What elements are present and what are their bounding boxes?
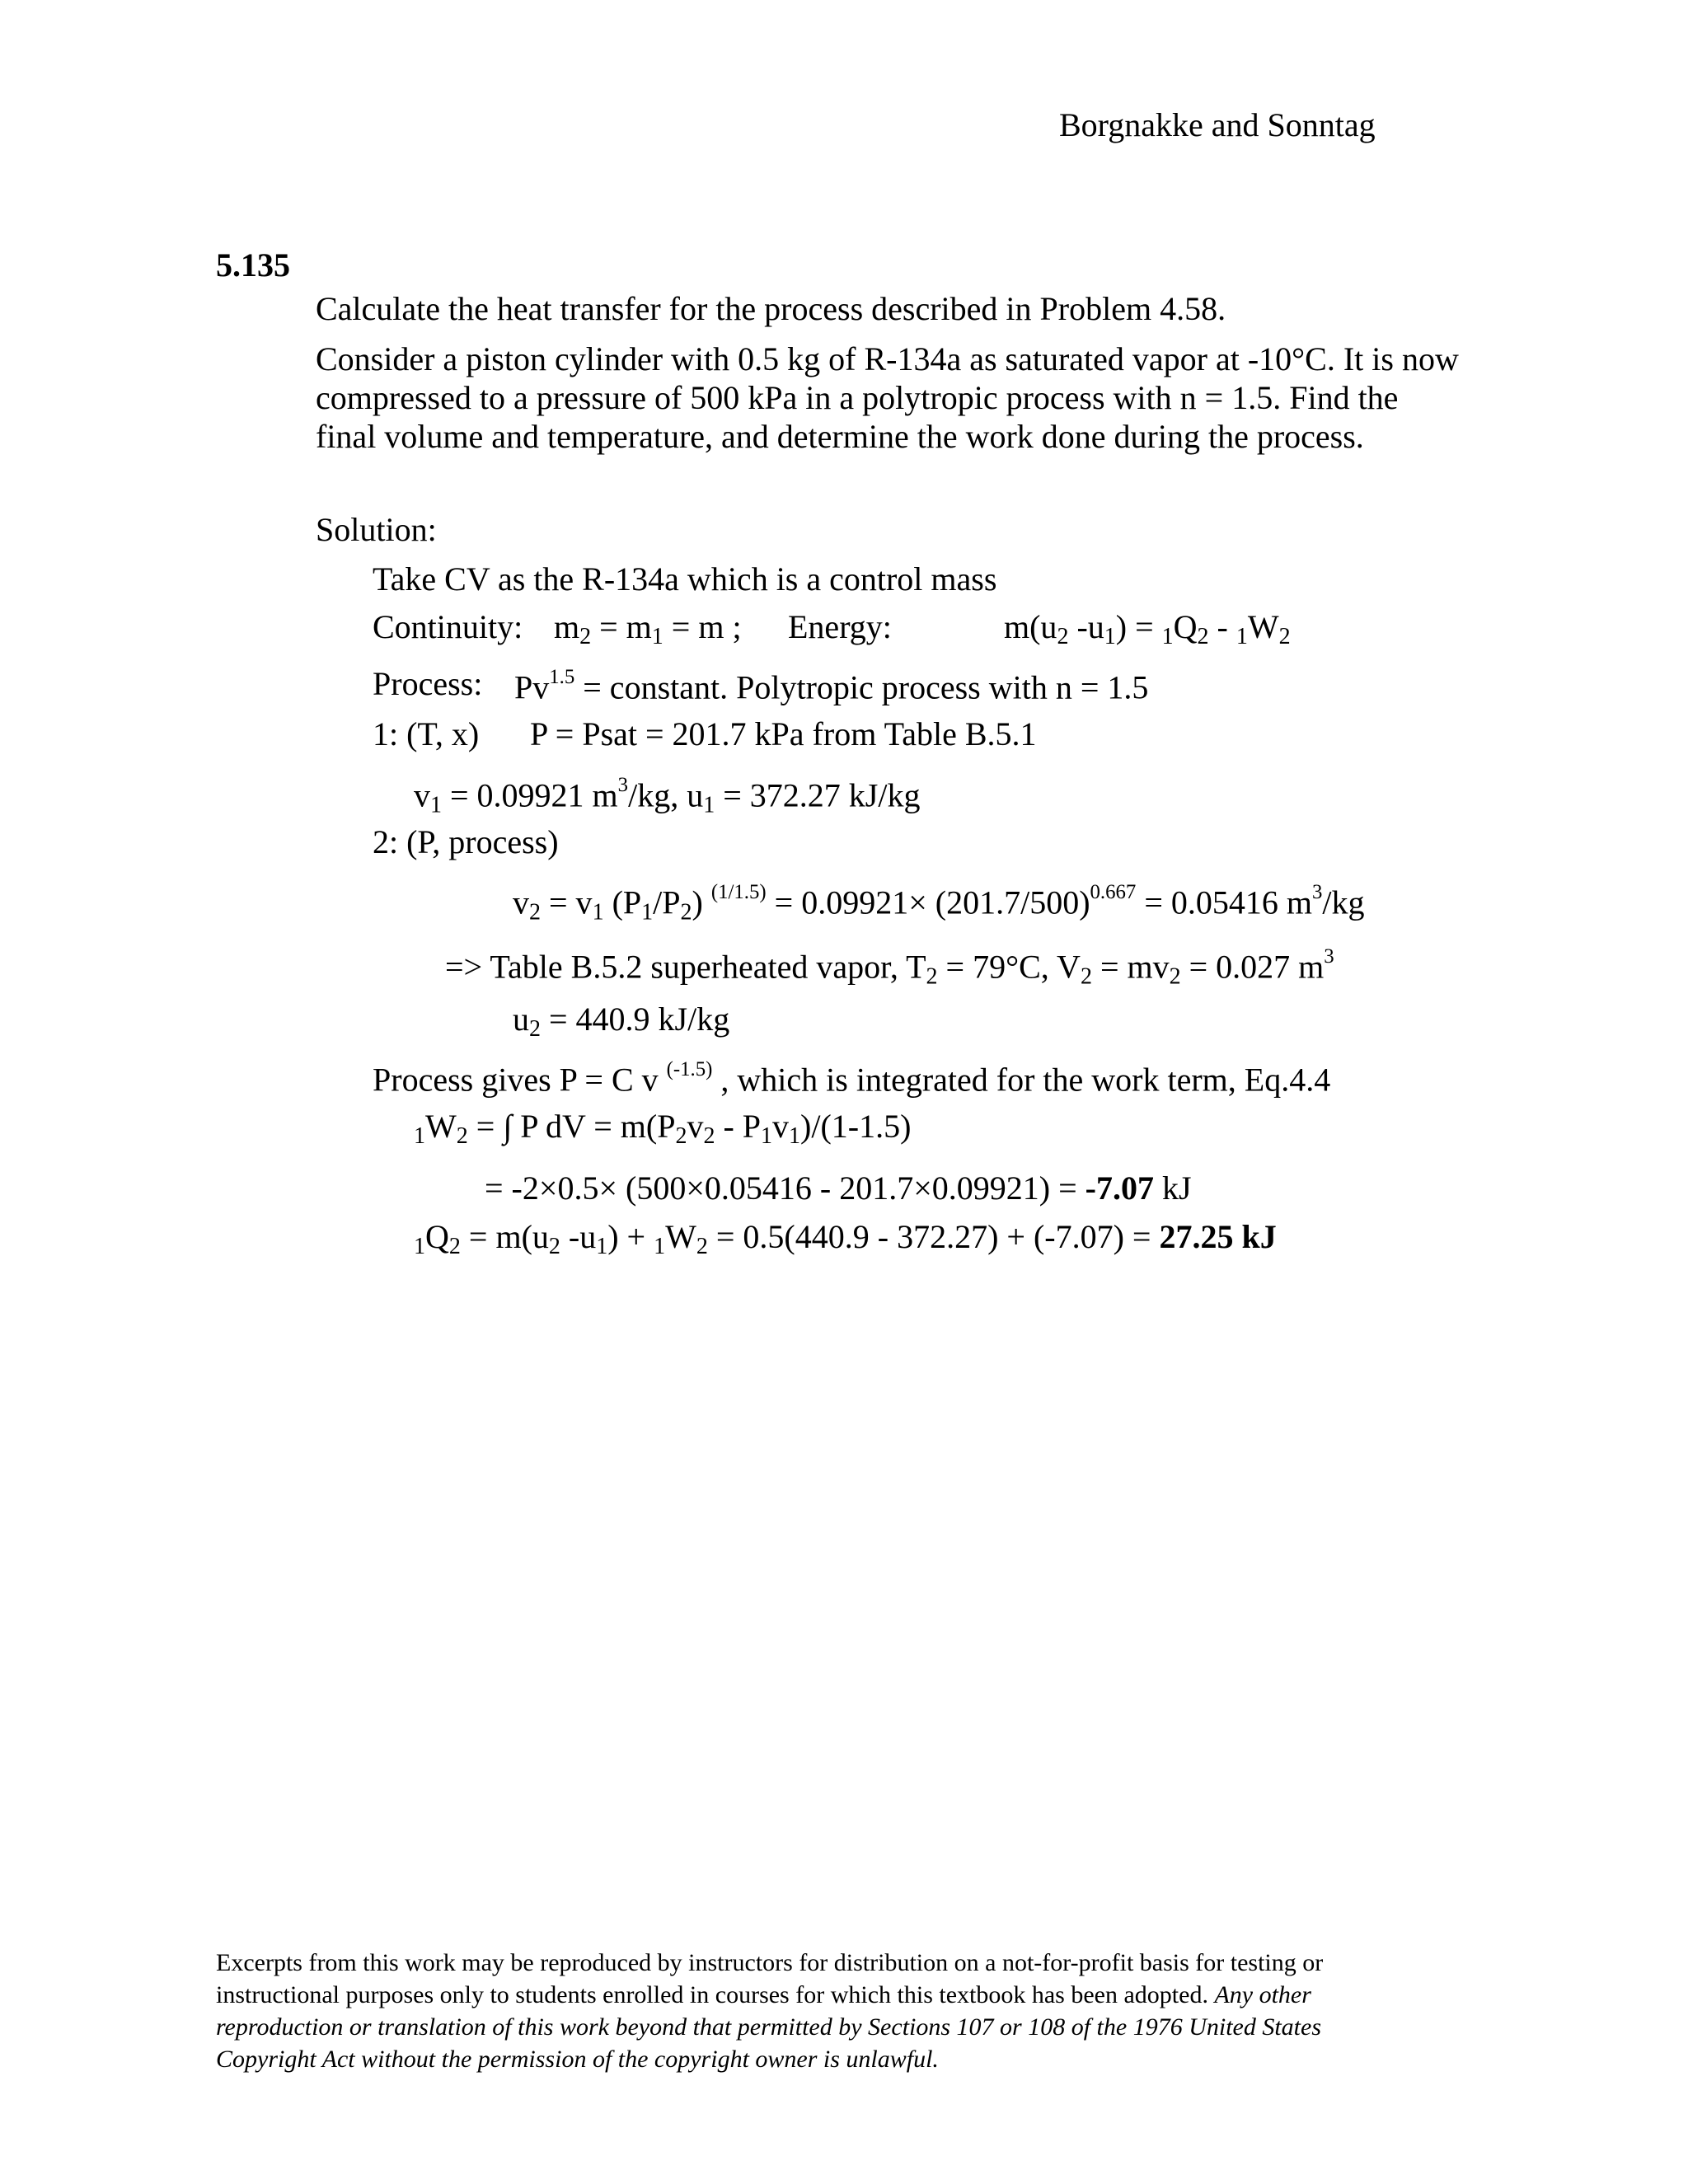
problem-number: 5.135 xyxy=(216,246,290,284)
continuity-label: Continuity: xyxy=(373,608,523,645)
problem-statement-2-line-2: compressed to a pressure of 500 kPa in a polytropic process with n = 1.5. Find the xyxy=(316,379,1399,416)
energy-equation: $m(u_2$ $-u_1) = _1Q_2 - _1W_2$ xyxy=(1004,608,1291,649)
v2-equation: $v_2 = v_1$ $(P_1/P_2) ^{(1/1.5)} = 0.09921\times (201.7/500)^{0.667} = 0.05416$ $m^3/kg$ xyxy=(513,881,1365,926)
table-lookup-equation: => Table B.5.2 superheated vapor, $T_2 = 79^\circ C$, $V_2 = mv_2 = 0.027$ $m^3$ xyxy=(445,945,1334,990)
energy-label: Energy: xyxy=(788,608,892,645)
problem-statement-2-line-1: Consider a piston cylinder with 0.5 kg of R-134a as saturated vapor at -10°C. It is now xyxy=(316,340,1459,377)
u2-equation: $u_2 = 440.9$ kJ/kg xyxy=(513,1001,730,1042)
state-1-properties: $v_1 = 0.09921$ $m^3/kg$, $u_1 = 372.27$ kJ/kg xyxy=(414,774,921,818)
continuity-equation: $m_2 = m_1 = m$ ; xyxy=(554,608,742,649)
state-1-label: 1: (T, x) xyxy=(373,715,480,752)
process-equation: $Pv^{1.5}$ = constant. Polytropic process with n = 1.5 xyxy=(514,666,1149,706)
work-calculation: = -2×0.5× (500×0.05416 - 201.7×0.09921) = -7.07 kJ xyxy=(485,1169,1192,1207)
process-gives-text: Process gives P = C v $^{(-1.5)}$ , which is integrated for the work term, Eq.4.4 xyxy=(373,1058,1331,1099)
footer-line-2: instructional purposes only to students enrolled in courses for which this textbook has been adopted. Any other xyxy=(216,1981,1311,2008)
state-1-equation: P = Psat = 201.7 kPa from Table B.5.1 xyxy=(530,715,1037,752)
footer-line-4: Copyright Act without the permission of the copyright owner is unlawful. xyxy=(216,2046,939,2073)
work-equation: $_1W_2$ = ∫ P dV = $m(P_2v_2 - P_1v_1)/(1-1.5)$ xyxy=(414,1108,912,1149)
footer-line-1: Excerpts from this work may be reproduced by instructors for distribution on a not-for-profit basis for testing or xyxy=(216,1949,1324,1976)
footer-line-3: reproduction or translation of this work beyond that permitted by Sections 107 or 108 of the 1976 United States xyxy=(216,2013,1322,2041)
control-volume-text: Take CV as the R-134a which is a control mass xyxy=(373,560,997,598)
heat-transfer-equation: $_1Q_2 = m(u_2$ $-u_1) + _1W_2 = 0.5(440.9 - 372.27) + (-7.07) = 27.25$ kJ xyxy=(414,1218,1277,1259)
header-authors: Borgnakke and Sonntag xyxy=(1059,106,1376,143)
heat-transfer-result: 27.25 kJ xyxy=(1159,1218,1277,1255)
problem-statement-1: Calculate the heat transfer for the process described in Problem 4.58. xyxy=(316,290,1226,327)
solution-label: Solution: xyxy=(316,511,437,548)
process-label: Process: xyxy=(373,665,483,702)
state-2-label: 2: (P, process) xyxy=(373,823,559,860)
problem-statement-2-line-3: final volume and temperature, and determine the work done during the process. xyxy=(316,418,1364,455)
